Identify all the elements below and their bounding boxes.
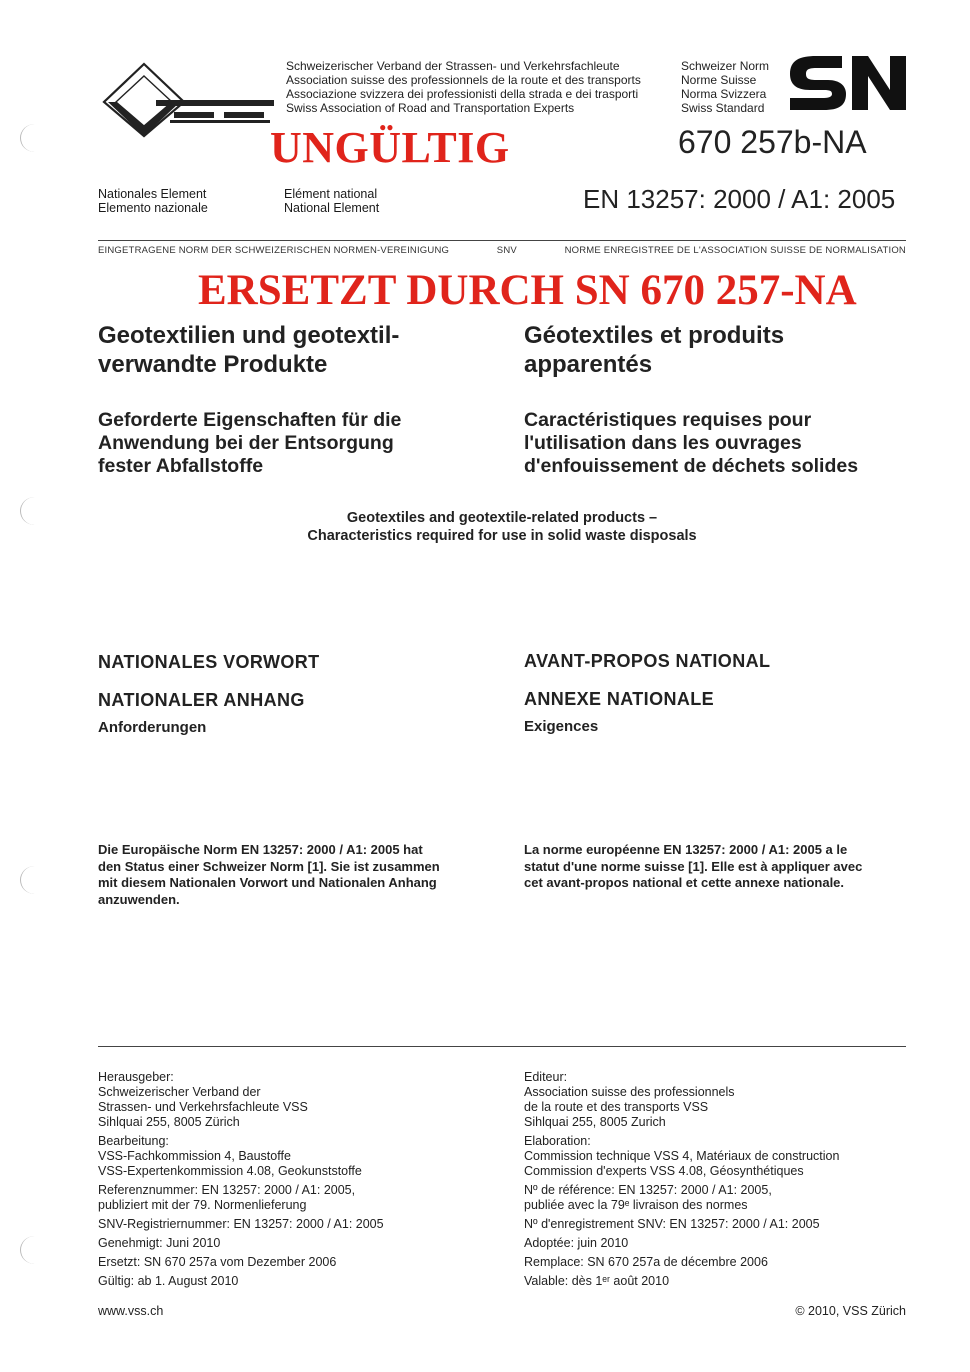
document-number: 670 257b-NA [678,124,867,160]
imprint-editing [524,1134,914,1179]
imprint-reference [98,1183,498,1213]
registration-line [98,245,906,256]
national-element-it: Elemento nazionale [98,201,208,215]
subtitle-de-line: Geforderte Eigenschaften für die [98,409,402,431]
divider [98,1046,906,1047]
imprint-line: Strassen- und Verkehrsfachleute VSS [98,1100,308,1114]
registration-snv: SNV [496,245,517,256]
title-en [98,509,906,545]
national-element-label-fr [284,187,379,215]
imprint-line: Nº de référence: EN 13257: 2000 / A1: 2005, [524,1183,772,1197]
title-de-line: verwandte Produkte [98,351,328,378]
body-line: Die Europäische Norm EN 13257: 2000 / A1: 2005 hat [98,842,423,857]
title-fr [524,321,784,379]
org-name-de: Schweizerischer Verband der Strassen- und Verkehrsfachleute [286,59,620,73]
imprint-approved: Genehmigt: Juni 2010 [98,1236,221,1250]
imprint-line: Commission technique VSS 4, Matériaux de construction [524,1149,840,1163]
body-line: anzuwenden. [98,891,180,907]
national-element-fr: Elément national [284,187,378,201]
national-element-label-de [98,187,208,215]
binder-hole-mark [20,124,49,152]
subtitle-de-line: Anwendung bei der Entsorgung [98,432,394,454]
body-line: statut d'une norme suisse [1]. Elle est à appliquer avec [524,858,863,874]
imprint-line: Schweizerischer Verband der [98,1085,261,1099]
binder-hole-mark [20,866,49,894]
org-name-it: Associazione svizzera dei professionisti della strada e dei trasporti [286,87,639,101]
standard-type-it: Norma Svizzera [681,87,767,101]
title-de-line: Geotextilien und geotextil- [98,322,400,349]
body-line: La norme européenne EN 13257: 2000 / A1: 2005 a le [524,842,848,857]
body-paragraph-de [98,842,488,908]
title-fr-line: apparentés [524,351,653,378]
title-de [98,321,399,379]
body-line: cet avant-propos national et cette annexe nationale. [524,875,845,890]
title-en-line: Geotextiles and geotextile-related products – [346,510,658,526]
imprint-publisher [524,1070,914,1130]
section-annex-sub-de: Anforderungen [98,719,207,736]
subtitle-fr-line: d'enfouissement de déchets solides [524,455,859,477]
imprint-line: Bearbeitung: [98,1134,169,1148]
org-name-en: Swiss Association of Road and Transportation Experts [286,101,575,115]
section-annex-sub-fr: Exigences [524,718,599,735]
imprint-editing [98,1134,498,1179]
copyright: © 2010, VSS Zürich [795,1304,906,1318]
imprint-line: Sihlquai 255, 8005 Zurich [524,1115,666,1129]
binder-hole-mark [20,1236,49,1264]
imprint-line: publiée avec la 79ᵉ livraison des normes [524,1198,748,1212]
imprint-snv: Nº d'enregistrement SNV: EN 13257: 2000 / A1: 2005 [524,1217,820,1231]
imprint-valid: Valable: dès 1ᵉʳ août 2010 [524,1274,670,1288]
imprint-line: Referenznummer: EN 13257: 2000 / A1: 2005, [98,1183,356,1197]
standard-type-en: Swiss Standard [681,101,765,115]
replaced-stamp: ERSETZT DURCH SN 670 257-NA [198,267,857,314]
imprint-line: VSS-Expertenkommission 4.08, Geokunststoffe [98,1164,362,1178]
imprint-de [98,1070,498,1293]
section-annex-fr: ANNEXE NATIONALE [524,689,715,709]
subtitle-fr-line: Caractéristiques requises pour [524,409,812,431]
imprint-publisher [98,1070,498,1130]
imprint-line: VSS-Fachkommission 4, Baustoffe [98,1149,291,1163]
imprint-fr [524,1070,914,1293]
body-paragraph-fr [524,842,914,892]
title-en-line: Characteristics required for use in solid waste disposals [307,528,697,544]
org-name-fr: Association suisse des professionnels de la route et des transports [286,73,641,87]
section-annex-de: NATIONALER ANHANG [98,690,305,710]
standard-type-block [681,59,769,115]
subtitle-de [98,409,401,478]
imprint-line: Editeur: [524,1070,568,1084]
registration-fr: NORME ENREGISTREE DE L'ASSOCIATION SUISSE DE NORMALISATION [564,245,906,256]
national-element-de: Nationales Element [98,187,207,201]
registration-de: EINGETRAGENE NORM DER SCHWEIZERISCHEN NORMEN-VEREINIGUNG [98,245,450,256]
invalid-stamp: UNGÜLTIG [270,123,510,172]
imprint-approved: Adoptée: juin 2010 [524,1236,629,1250]
website-link[interactable]: www.vss.ch [98,1304,164,1318]
body-line: mit diesem Nationalen Vorwort und Nationalen Anhang [98,875,437,890]
imprint-line: publiziert mit der 79. Normenlieferung [98,1198,307,1212]
section-foreword-de: NATIONALES VORWORT [98,652,320,672]
binder-hole-mark [20,497,49,525]
imprint-line: Sihlquai 255, 8005 Zürich [98,1115,240,1129]
body-line: den Status einer Schweizer Norm [1]. Sie ist zusammen [98,858,440,874]
national-element-en: National Element [284,201,380,215]
publisher-name-block [286,59,641,115]
imprint-snv: SNV-Registriernummer: EN 13257: 2000 / A1: 2005 [98,1217,384,1231]
sn-logo [786,54,908,112]
imprint-line: Elaboration: [524,1134,591,1148]
imprint-line: de la route et des transports VSS [524,1100,709,1114]
standard-type-de: Schweizer Norm [681,59,770,73]
title-fr-line: Géotextiles et produits [524,322,785,349]
imprint-replaces: Remplace: SN 670 257a de décembre 2006 [524,1255,768,1269]
subtitle-de-line: fester Abfallstoffe [98,455,264,477]
subtitle-fr-line: l'utilisation dans les ouvrages [524,432,802,454]
vss-logo [98,60,278,140]
imprint-line: Association suisse des professionnels [524,1085,735,1099]
imprint-replaces: Ersetzt: SN 670 257a vom Dezember 2006 [98,1255,337,1269]
section-foreword-fr: AVANT-PROPOS NATIONAL [524,651,771,671]
imprint-valid: Gültig: ab 1. August 2010 [98,1274,239,1288]
subtitle-fr [524,409,858,478]
imprint-line: Herausgeber: [98,1070,174,1084]
en-reference: EN 13257: 2000 / A1: 2005 [583,184,896,214]
imprint-line: Commission d'experts VSS 4.08, Géosynthétiques [524,1164,804,1178]
imprint-reference [524,1183,914,1213]
divider [98,240,906,241]
standard-type-fr: Norme Suisse [681,73,757,87]
